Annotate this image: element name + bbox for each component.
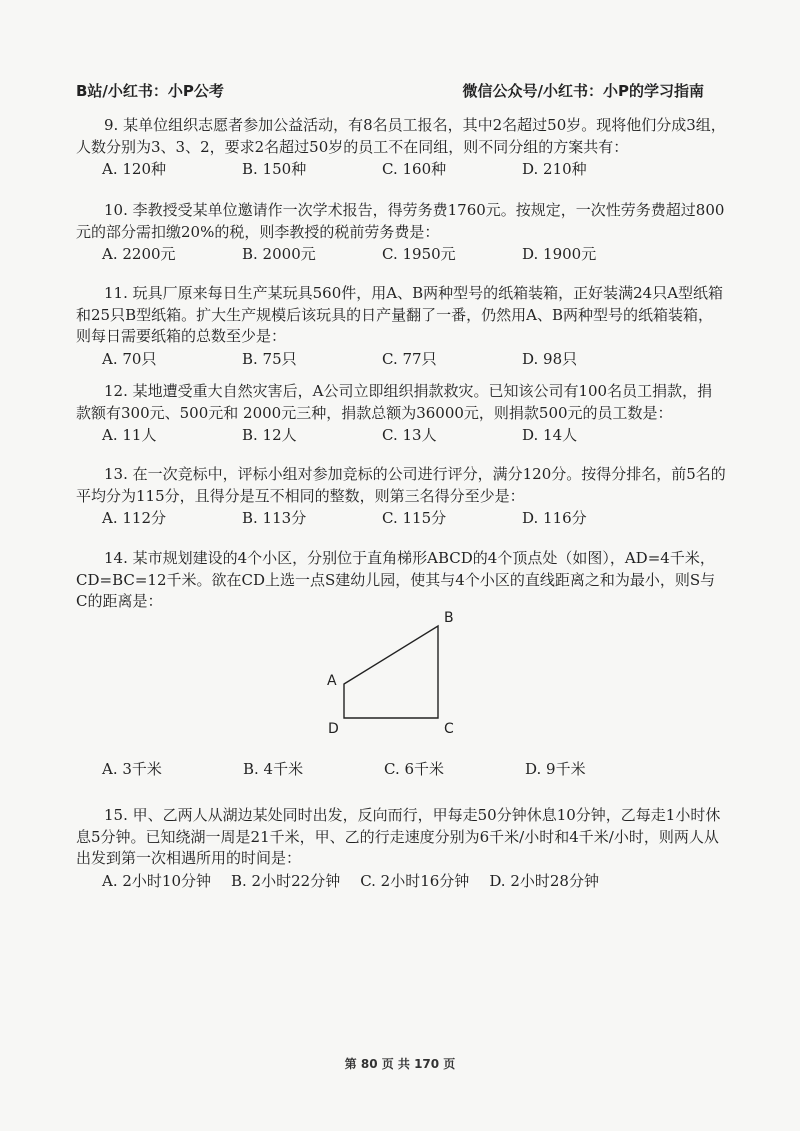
option-c: C. 1950元 [382, 245, 456, 263]
page-number-footer: 第 80 页 共 170 页 [344, 1057, 456, 1071]
option-d: D. 116分 [522, 509, 587, 527]
vertex-label-d: D [328, 721, 339, 737]
vertex-label-b: B [444, 610, 454, 626]
header-right: 微信公众号/小红书：小P的学习指南 [462, 82, 704, 100]
vertex-label-a: A [327, 673, 337, 689]
option-d: D. 2小时28分钟 [489, 871, 599, 890]
option-b: B. 150种 [242, 160, 307, 178]
question-stem: 10. 李教授受某单位邀请作一次学术报告，得劳务费1760元。按规定，一次性劳务费超过800元的部分需扣缴20%的税，则李教授的税前劳务费是： [76, 201, 725, 241]
question-stem: 15. 甲、乙两人从湖边某处同时出发，反向而行，甲每走50分钟休息10分钟，乙每走1小时休息5分钟。已知绕湖一周是21千米，甲、乙的行走速度分别为6千米/小时和4千米/小时，则两人从出发到第一次相遇所用的时间是： [76, 806, 721, 867]
options-row [76, 425, 726, 447]
option-b: B. 113分 [242, 509, 307, 527]
question-stem: 11. 玩具厂原来每日生产某玩具560件，用A、B两种型号的纸箱装箱，正好装满24只A型纸箱和25只B型纸箱。扩大生产规模后该玩具的日产量翻了一番，仍然用A、B两种型号的纸箱装箱，则每日需要纸箱的总数至少是： [76, 284, 724, 345]
option-a: A. 2200元 [102, 245, 176, 263]
options-row [76, 508, 726, 530]
option-b: B. 12人 [242, 426, 297, 444]
option-d: D. 210种 [522, 160, 587, 178]
header-left: B站/小红书：小P公考 [76, 82, 224, 100]
option-c: C. 77只 [382, 349, 437, 368]
option-a: A. 70只 [102, 349, 157, 368]
option-c: C. 115分 [382, 509, 447, 527]
question-9 [76, 115, 726, 181]
option-a: A. 3千米 [102, 760, 162, 778]
option-c: C. 6千米 [384, 760, 445, 778]
question-stem: 14. 某市规划建设的4个小区，分别位于直角梯形ABCD的4个顶点处（如图），AD=4千米，CD=BC=12千米。欲在CD上选一点S建幼儿园，使其与4个小区的直线距离之和为最小，则S与C的距离是： [76, 549, 716, 610]
option-a: A. 120种 [102, 160, 166, 178]
question-stem: 9. 某单位组织志愿者参加公益活动，有8名员工报名，其中2名超过50岁。现将他们分成3组，人数分别为3、3、2，要求2名超过50岁的员工不在同组，则不同分组的方案共有： [76, 116, 726, 156]
trapezoid-shape [344, 626, 438, 718]
option-c: C. 160种 [382, 160, 447, 178]
option-b: B. 4千米 [243, 760, 304, 778]
vertex-label-c: C [444, 721, 454, 737]
question-13 [76, 464, 726, 530]
option-d: D. 14人 [522, 426, 578, 444]
question-10 [76, 200, 726, 266]
question-stem: 13. 在一次竞标中，评标小组对参加竞标的公司进行评分，满分120分。按得分排名，前5名的平均分为115分，且得分是互不相同的整数，则第三名得分至少是： [76, 465, 726, 505]
trapezoid-figure [320, 600, 480, 740]
options-row [76, 244, 726, 266]
option-d: D. 1900元 [522, 245, 597, 263]
question-stem: 12. 某地遭受重大自然灾害后，A公司立即组织捐款救灾。已知该公司有100名员工捐款，捐款额有300元、500元和 2000元三种，捐款总额为36000元，则捐款500元的员工数是： [76, 382, 713, 422]
options-row [76, 759, 726, 781]
option-a: A. 2小时10分钟 [102, 871, 211, 890]
question-11 [76, 283, 726, 370]
options-row [76, 871, 726, 893]
option-b: B. 2小时22分钟 [231, 871, 341, 890]
option-b: B. 2000元 [242, 245, 316, 263]
option-b: B. 75只 [242, 349, 297, 368]
option-d: D. 9千米 [525, 760, 586, 778]
option-a: A. 112分 [102, 509, 166, 527]
option-d: D. 98只 [522, 349, 578, 368]
option-a: A. 11人 [102, 426, 157, 444]
trapezoid-diagram [320, 600, 480, 740]
question-15 [76, 805, 726, 892]
option-c: C. 2小时16分钟 [360, 871, 470, 890]
options-row [76, 159, 726, 181]
question-12 [76, 381, 726, 447]
option-c: C. 13人 [382, 426, 437, 444]
question-14-options [76, 758, 726, 781]
options-row [76, 349, 726, 371]
